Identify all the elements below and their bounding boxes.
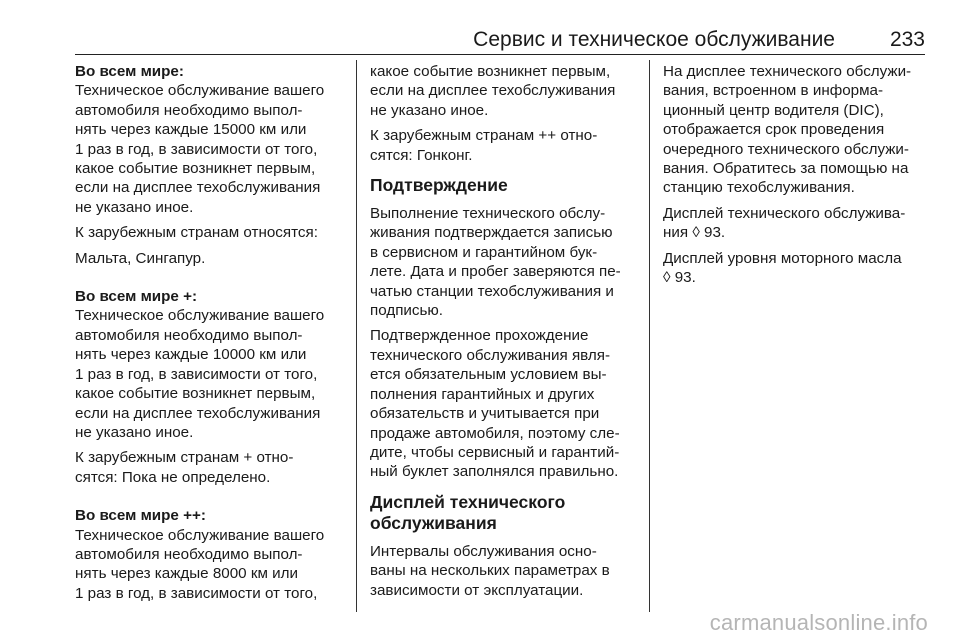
- watermark: carmanualsonline.info: [709, 610, 928, 635]
- text-line: какое событие возникнет первым,: [75, 160, 316, 178]
- page-header: [75, 28, 925, 55]
- paragraph: [663, 249, 927, 288]
- text-line: Техническое обслуживание вашего: [75, 307, 325, 325]
- section-heading: [370, 175, 638, 196]
- text-line: Выполнение технического обслу-: [370, 205, 606, 223]
- paragraph: [75, 223, 345, 242]
- text-line: автомобиля необходимо выпол-: [75, 326, 303, 344]
- section-heading: [370, 492, 638, 534]
- text-line: Подтвержденное прохождение: [370, 327, 589, 345]
- page-title: Сервис и техническое обслуживание: [473, 28, 835, 51]
- paragraph: [75, 249, 345, 268]
- text-line: Техническое обслуживание вашего: [75, 526, 325, 544]
- text-line: не указано иное.: [370, 101, 489, 119]
- text-line: Техническое обслуживание вашего: [75, 82, 325, 100]
- text-line: если на дисплее техобслуживания: [75, 404, 321, 422]
- text-line: Подтверждение: [370, 175, 508, 196]
- text-line: 1 раз в год, в зависимости от того,: [75, 365, 318, 383]
- paragraph: [370, 542, 638, 600]
- text-line: не указано иное.: [75, 198, 194, 216]
- text-line: Дисплей технического обслужива-: [663, 204, 906, 222]
- paragraph: [75, 526, 345, 604]
- text-line: какое событие возникнет первым,: [370, 63, 611, 80]
- text-line: ный буклет заполнялся правильно.: [370, 463, 619, 481]
- text-line: технического обслуживания явля-: [370, 346, 611, 364]
- column-left: [75, 62, 345, 609]
- paragraph: [663, 62, 927, 198]
- text-line: Мальта, Сингапур.: [75, 249, 206, 267]
- paragraph: [75, 448, 345, 487]
- paragraph: [370, 326, 638, 481]
- paragraph: [370, 126, 638, 165]
- page-number: 233: [889, 28, 925, 51]
- text-line: К зарубежным странам ++ отно-: [370, 127, 598, 145]
- text-line: К зарубежным странам + отно-: [75, 449, 294, 467]
- text-line: отображается срок проведения: [663, 121, 885, 139]
- text-line: автомобиля необходимо выпол-: [75, 545, 303, 563]
- text-line: нять через каждые 10000 км или: [75, 346, 307, 364]
- column-divider: [356, 60, 357, 612]
- text-line: в сервисном и гарантийном бук-: [370, 243, 598, 261]
- text-line: Дисплей технического: [370, 491, 566, 512]
- text-line: 1 раз в год, в зависимости от того,: [75, 140, 318, 158]
- text-line: не указано иное.: [75, 423, 194, 441]
- text-line: ваны на нескольких параметрах в: [370, 562, 610, 580]
- text-line: если на дисплее техобслуживания: [370, 82, 616, 100]
- text-line: вания, встроенном в информа-: [663, 82, 884, 100]
- text-line: ния ◊ 93.: [663, 224, 726, 242]
- paragraph: [370, 62, 638, 120]
- text-line: сятся: Пока не определено.: [75, 468, 271, 486]
- text-line: нять через каждые 8000 км или: [75, 565, 298, 583]
- paragraph: [75, 81, 345, 217]
- text-line: продаже автомобиля, поэтому сле-: [370, 424, 620, 442]
- text-line: На дисплее технического обслужи-: [663, 63, 912, 80]
- text-line: 1 раз в год, в зависимости от того,: [75, 584, 318, 602]
- paragraph: [370, 204, 638, 320]
- column-divider: [649, 60, 650, 612]
- paragraph: [663, 204, 927, 243]
- text-line: если на дисплее техобслуживания: [75, 179, 321, 197]
- text-line: станцию техобслуживания.: [663, 179, 855, 197]
- text-line: лете. Дата и пробег заверяются пе-: [370, 263, 621, 281]
- text-line: обязательств и учитывается при: [370, 405, 600, 423]
- text-line: сятся: Гонконг.: [370, 146, 473, 164]
- column-middle: [370, 62, 638, 606]
- text-line: живания подтверждается записью: [370, 224, 613, 242]
- text-line: дите, чтобы сервисный и гарантий-: [370, 443, 620, 461]
- section-label: Во всем мире ++:: [75, 507, 206, 525]
- text-line: подписью.: [370, 302, 444, 320]
- section-label: Во всем мире +:: [75, 288, 198, 306]
- text-line: автомобиля необходимо выпол-: [75, 101, 303, 119]
- text-line: Интервалы обслуживания осно-: [370, 542, 597, 560]
- paragraph: [75, 306, 345, 442]
- text-line: какое событие возникнет первым,: [75, 385, 316, 403]
- text-line: ется обязательным условием вы-: [370, 366, 607, 384]
- text-line: обслуживания: [370, 512, 497, 533]
- text-line: полнения гарантийных и других: [370, 385, 595, 403]
- text-line: нять через каждые 15000 км или: [75, 121, 307, 139]
- section-label: Во всем мире:: [75, 63, 184, 80]
- text-line: К зарубежным странам относятся:: [75, 224, 318, 242]
- text-line: вания. Обратитесь за помощью на: [663, 160, 909, 178]
- text-line: Дисплей уровня моторного масла: [663, 249, 902, 267]
- text-line: зависимости от эксплуатации.: [370, 581, 584, 599]
- column-right: [663, 62, 927, 293]
- text-line: ционный центр водителя (DIC),: [663, 101, 884, 119]
- text-line: ◊ 93.: [663, 269, 696, 287]
- text-line: очередного технического обслужи-: [663, 140, 909, 158]
- text-line: чатью станции техобслуживания и: [370, 282, 614, 300]
